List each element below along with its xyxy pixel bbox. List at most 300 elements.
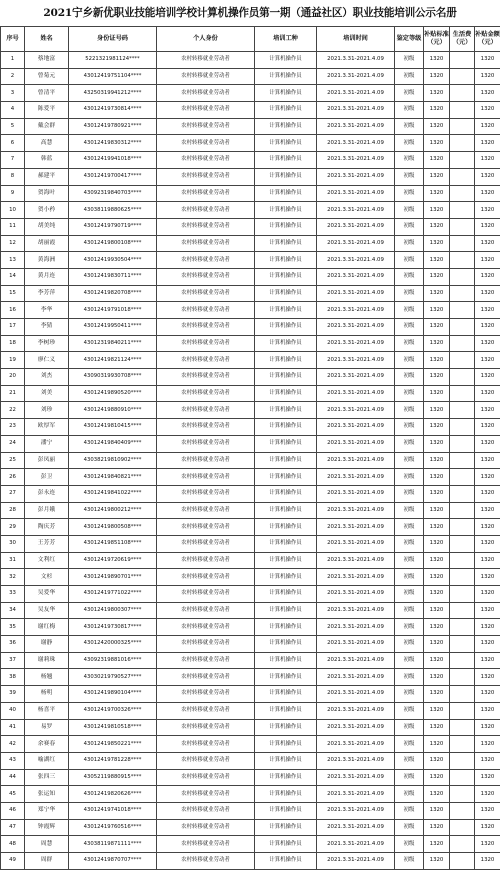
cell-name: 李华 — [25, 302, 69, 319]
cell-trade: 计算机操作员 — [255, 168, 317, 185]
cell-subsidy-standard: 1320 — [424, 202, 450, 219]
cell-trade: 计算机操作员 — [255, 602, 317, 619]
cell-living-cost — [450, 819, 475, 836]
cell-name: 郝建平 — [25, 168, 69, 185]
cell-trade: 计算机操作员 — [255, 369, 317, 386]
cell-level: 初级 — [395, 586, 424, 603]
cell-living-cost — [450, 469, 475, 486]
cell-name: 周群 — [25, 853, 69, 870]
cell-subsidy-standard: 1320 — [424, 819, 450, 836]
cell-trade: 计算机操作员 — [255, 853, 317, 870]
cell-subsidy-standard: 1320 — [424, 385, 450, 402]
cell-level: 初级 — [395, 369, 424, 386]
table-row — [1, 519, 500, 536]
cell-identity: 农村转移就业劳动者 — [157, 419, 255, 436]
cell-subsidy-amount: 1320 — [475, 535, 500, 552]
cell-id-number: 43012419820626**** — [69, 786, 157, 803]
cell-index: 43 — [1, 752, 25, 769]
table-row — [1, 218, 500, 235]
cell-name: 杨喜平 — [25, 702, 69, 719]
cell-trade: 计算机操作员 — [255, 452, 317, 469]
cell-index: 4 — [1, 102, 25, 119]
cell-training-period: 2021.3.31-2021.4.09 — [317, 135, 395, 152]
cell-training-period: 2021.3.31-2021.4.09 — [317, 185, 395, 202]
cell-living-cost — [450, 68, 475, 85]
cell-level: 初级 — [395, 502, 424, 519]
cell-training-period: 2021.3.31-2021.4.09 — [317, 85, 395, 102]
header-name: 姓名 — [25, 27, 69, 52]
cell-trade: 计算机操作员 — [255, 802, 317, 819]
cell-index: 7 — [1, 152, 25, 169]
cell-name: 王芳芳 — [25, 535, 69, 552]
cell-training-period: 2021.3.31-2021.4.09 — [317, 769, 395, 786]
cell-subsidy-standard: 1320 — [424, 619, 450, 636]
header-living-cost: 生活费（元） — [450, 27, 475, 52]
cell-subsidy-standard: 1320 — [424, 469, 450, 486]
cell-level: 初级 — [395, 552, 424, 569]
cell-index: 11 — [1, 218, 25, 235]
cell-subsidy-standard: 1320 — [424, 569, 450, 586]
cell-name: 吴友华 — [25, 602, 69, 619]
cell-subsidy-standard: 1320 — [424, 485, 450, 502]
cell-trade: 计算机操作员 — [255, 335, 317, 352]
cell-id-number: 43012419941018**** — [69, 152, 157, 169]
cell-identity: 农村转移就业劳动者 — [157, 552, 255, 569]
table-row — [1, 602, 500, 619]
cell-subsidy-amount: 1320 — [475, 636, 500, 653]
cell-subsidy-amount: 1320 — [475, 819, 500, 836]
cell-subsidy-standard: 1320 — [424, 285, 450, 302]
cell-identity: 农村转移就业劳动者 — [157, 235, 255, 252]
cell-identity: 农村转移就业劳动者 — [157, 52, 255, 69]
cell-subsidy-standard: 1320 — [424, 218, 450, 235]
cell-level: 初级 — [395, 836, 424, 853]
cell-subsidy-standard: 1320 — [424, 652, 450, 669]
cell-training-period: 2021.3.31-2021.4.09 — [317, 118, 395, 135]
cell-training-period: 2021.3.31-2021.4.09 — [317, 652, 395, 669]
cell-trade: 计算机操作员 — [255, 385, 317, 402]
cell-training-period: 2021.3.31-2021.4.09 — [317, 853, 395, 870]
cell-identity: 农村转移就业劳动者 — [157, 102, 255, 119]
cell-id-number: 43012419720619**** — [69, 552, 157, 569]
cell-id-number: 43052119880915**** — [69, 769, 157, 786]
cell-training-period: 2021.3.31-2021.4.09 — [317, 435, 395, 452]
cell-id-number: 43012419790719**** — [69, 218, 157, 235]
cell-trade: 计算机操作员 — [255, 769, 317, 786]
cell-training-period: 2021.3.31-2021.4.09 — [317, 319, 395, 336]
cell-living-cost — [450, 102, 475, 119]
cell-living-cost — [450, 769, 475, 786]
cell-id-number: 43012419800108**** — [69, 235, 157, 252]
cell-index: 48 — [1, 836, 25, 853]
cell-name: 陈爱平 — [25, 102, 69, 119]
cell-living-cost — [450, 385, 475, 402]
cell-living-cost — [450, 586, 475, 603]
cell-name: 刘美 — [25, 385, 69, 402]
cell-id-number: 43012419730814**** — [69, 102, 157, 119]
cell-identity: 农村转移就业劳动者 — [157, 752, 255, 769]
table-row — [1, 402, 500, 419]
cell-index: 15 — [1, 285, 25, 302]
table-row — [1, 302, 500, 319]
header-row — [1, 27, 500, 52]
cell-level: 初级 — [395, 135, 424, 152]
cell-level: 初级 — [395, 702, 424, 719]
cell-id-number: 43012419700326**** — [69, 702, 157, 719]
cell-training-period: 2021.3.31-2021.4.09 — [317, 102, 395, 119]
cell-living-cost — [450, 202, 475, 219]
cell-id-number: 43092319881016**** — [69, 652, 157, 669]
cell-subsidy-amount: 1320 — [475, 302, 500, 319]
header-level: 鉴定等级 — [395, 27, 424, 52]
cell-living-cost — [450, 118, 475, 135]
cell-living-cost — [450, 268, 475, 285]
cell-index: 8 — [1, 168, 25, 185]
cell-level: 初级 — [395, 85, 424, 102]
cell-name: 李猜 — [25, 319, 69, 336]
cell-living-cost — [450, 152, 475, 169]
cell-id-number: 43012419890104**** — [69, 686, 157, 703]
cell-level: 初级 — [395, 118, 424, 135]
cell-living-cost — [450, 235, 475, 252]
cell-id-number: 43012419851108**** — [69, 535, 157, 552]
cell-living-cost — [450, 836, 475, 853]
cell-living-cost — [450, 802, 475, 819]
cell-level: 初级 — [395, 385, 424, 402]
table-row — [1, 52, 500, 69]
cell-name: 刘杰 — [25, 369, 69, 386]
cell-training-period: 2021.3.31-2021.4.09 — [317, 252, 395, 269]
cell-name: 谢红梅 — [25, 619, 69, 636]
cell-subsidy-standard: 1320 — [424, 419, 450, 436]
cell-living-cost — [450, 168, 475, 185]
cell-subsidy-standard: 1320 — [424, 836, 450, 853]
cell-identity: 农村转移就业劳动者 — [157, 702, 255, 719]
header-id-number: 身份证号码 — [69, 27, 157, 52]
cell-level: 初级 — [395, 802, 424, 819]
cell-index: 31 — [1, 552, 25, 569]
cell-index: 14 — [1, 268, 25, 285]
cell-subsidy-amount: 1320 — [475, 252, 500, 269]
cell-level: 初级 — [395, 619, 424, 636]
cell-subsidy-amount: 1320 — [475, 736, 500, 753]
cell-subsidy-amount: 1320 — [475, 786, 500, 803]
cell-living-cost — [450, 752, 475, 769]
cell-identity: 农村转移就业劳动者 — [157, 335, 255, 352]
table-row — [1, 285, 500, 302]
cell-subsidy-standard: 1320 — [424, 369, 450, 386]
cell-identity: 农村转移就业劳动者 — [157, 268, 255, 285]
table-row — [1, 702, 500, 719]
cell-index: 38 — [1, 669, 25, 686]
cell-training-period: 2021.3.31-2021.4.09 — [317, 369, 395, 386]
cell-index: 44 — [1, 769, 25, 786]
cell-subsidy-standard: 1320 — [424, 252, 450, 269]
cell-subsidy-amount: 1320 — [475, 268, 500, 285]
cell-training-period: 2021.3.31-2021.4.09 — [317, 802, 395, 819]
cell-living-cost — [450, 519, 475, 536]
cell-subsidy-amount: 1320 — [475, 218, 500, 235]
cell-name: 廖仁义 — [25, 352, 69, 369]
cell-identity: 农村转移就业劳动者 — [157, 369, 255, 386]
cell-subsidy-standard: 1320 — [424, 519, 450, 536]
cell-living-cost — [450, 569, 475, 586]
cell-subsidy-amount: 1320 — [475, 102, 500, 119]
cell-subsidy-standard: 1320 — [424, 152, 450, 169]
cell-identity: 农村转移就业劳动者 — [157, 636, 255, 653]
cell-trade: 计算机操作员 — [255, 419, 317, 436]
table-row — [1, 619, 500, 636]
cell-subsidy-standard: 1320 — [424, 552, 450, 569]
cell-name: 欧厚军 — [25, 419, 69, 436]
cell-living-cost — [450, 502, 475, 519]
cell-training-period: 2021.3.31-2021.4.09 — [317, 485, 395, 502]
cell-id-number: 43012419800307**** — [69, 602, 157, 619]
cell-id-number: 43012419830312**** — [69, 135, 157, 152]
cell-name: 李树珍 — [25, 335, 69, 352]
cell-trade: 计算机操作员 — [255, 702, 317, 719]
cell-trade: 计算机操作员 — [255, 836, 317, 853]
cell-subsidy-amount: 1320 — [475, 85, 500, 102]
cell-level: 初级 — [395, 819, 424, 836]
cell-identity: 农村转移就业劳动者 — [157, 519, 255, 536]
cell-level: 初级 — [395, 152, 424, 169]
cell-subsidy-standard: 1320 — [424, 719, 450, 736]
cell-name: 钟霞辉 — [25, 819, 69, 836]
cell-subsidy-amount: 1320 — [475, 853, 500, 870]
cell-trade: 计算机操作员 — [255, 135, 317, 152]
cell-name: 余赛春 — [25, 736, 69, 753]
cell-identity: 农村转移就业劳动者 — [157, 118, 255, 135]
cell-identity: 农村转移就业劳动者 — [157, 569, 255, 586]
cell-living-cost — [450, 602, 475, 619]
cell-name: 张四三 — [25, 769, 69, 786]
cell-living-cost — [450, 435, 475, 452]
table-row — [1, 736, 500, 753]
cell-id-number: 43012419800212**** — [69, 502, 157, 519]
cell-subsidy-standard: 1320 — [424, 452, 450, 469]
cell-name: 杨翘 — [25, 669, 69, 686]
cell-living-cost — [450, 402, 475, 419]
cell-trade: 计算机操作员 — [255, 285, 317, 302]
cell-living-cost — [450, 702, 475, 719]
cell-name: 黄月连 — [25, 268, 69, 285]
cell-identity: 农村转移就业劳动者 — [157, 669, 255, 686]
cell-index: 21 — [1, 385, 25, 402]
cell-trade: 计算机操作员 — [255, 352, 317, 369]
cell-training-period: 2021.3.31-2021.4.09 — [317, 152, 395, 169]
cell-name: 吴爱华 — [25, 586, 69, 603]
cell-id-number: 43038219810902**** — [69, 452, 157, 469]
cell-identity: 农村转移就业劳动者 — [157, 786, 255, 803]
cell-id-number: 43012419840821**** — [69, 469, 157, 486]
cell-id-number: 43012319840211**** — [69, 335, 157, 352]
cell-index: 34 — [1, 602, 25, 619]
cell-level: 初级 — [395, 218, 424, 235]
cell-training-period: 2021.3.31-2021.4.09 — [317, 586, 395, 603]
cell-id-number: 43250319941212**** — [69, 85, 157, 102]
cell-id-number: 43012419870707**** — [69, 853, 157, 870]
cell-training-period: 2021.3.31-2021.4.09 — [317, 752, 395, 769]
cell-id-number: 43012419820708**** — [69, 285, 157, 302]
cell-living-cost — [450, 352, 475, 369]
cell-level: 初级 — [395, 602, 424, 619]
cell-index: 22 — [1, 402, 25, 419]
cell-identity: 农村转移就业劳动者 — [157, 485, 255, 502]
cell-index: 16 — [1, 302, 25, 319]
table-row — [1, 819, 500, 836]
cell-name: 曾清平 — [25, 85, 69, 102]
cell-level: 初级 — [395, 202, 424, 219]
cell-subsidy-standard: 1320 — [424, 435, 450, 452]
cell-subsidy-amount: 1320 — [475, 602, 500, 619]
cell-index: 19 — [1, 352, 25, 369]
cell-index: 45 — [1, 786, 25, 803]
table-row — [1, 652, 500, 669]
table-row — [1, 319, 500, 336]
cell-name: 戴会群 — [25, 118, 69, 135]
cell-subsidy-amount: 1320 — [475, 118, 500, 135]
cell-training-period: 2021.3.31-2021.4.09 — [317, 736, 395, 753]
cell-subsidy-amount: 1320 — [475, 719, 500, 736]
cell-index: 49 — [1, 853, 25, 870]
cell-level: 初级 — [395, 636, 424, 653]
cell-id-number: 43012419950411**** — [69, 319, 157, 336]
cell-subsidy-amount: 1320 — [475, 402, 500, 419]
cell-level: 初级 — [395, 769, 424, 786]
cell-index: 40 — [1, 702, 25, 719]
table-body — [1, 52, 500, 870]
cell-trade: 计算机操作员 — [255, 235, 317, 252]
cell-index: 37 — [1, 652, 25, 669]
cell-name: 曾菊元 — [25, 68, 69, 85]
cell-living-cost — [450, 452, 475, 469]
table-row — [1, 185, 500, 202]
cell-living-cost — [450, 535, 475, 552]
cell-trade: 计算机操作员 — [255, 252, 317, 269]
cell-identity: 农村转移就业劳动者 — [157, 385, 255, 402]
cell-training-period: 2021.3.31-2021.4.09 — [317, 168, 395, 185]
cell-identity: 农村转移就业劳动者 — [157, 252, 255, 269]
cell-subsidy-amount: 1320 — [475, 569, 500, 586]
cell-subsidy-standard: 1320 — [424, 686, 450, 703]
cell-trade: 计算机操作员 — [255, 52, 317, 69]
cell-subsidy-standard: 1320 — [424, 68, 450, 85]
cell-subsidy-amount: 1320 — [475, 452, 500, 469]
cell-trade: 计算机操作员 — [255, 218, 317, 235]
cell-index: 47 — [1, 819, 25, 836]
cell-id-number: 43012419890520**** — [69, 385, 157, 402]
cell-name: 谢莉珠 — [25, 652, 69, 669]
table-row — [1, 535, 500, 552]
cell-level: 初级 — [395, 485, 424, 502]
cell-name: 潘宁 — [25, 435, 69, 452]
header-index: 序号 — [1, 27, 25, 52]
cell-id-number: 43012419821124**** — [69, 352, 157, 369]
cell-training-period: 2021.3.31-2021.4.09 — [317, 352, 395, 369]
cell-living-cost — [450, 652, 475, 669]
cell-id-number: 43012419810415**** — [69, 419, 157, 436]
cell-name: 韩蓝 — [25, 152, 69, 169]
cell-name: 胡丽霞 — [25, 235, 69, 252]
cell-trade: 计算机操作员 — [255, 402, 317, 419]
cell-identity: 农村转移就业劳动者 — [157, 736, 255, 753]
cell-identity: 农村转移就业劳动者 — [157, 68, 255, 85]
cell-level: 初级 — [395, 235, 424, 252]
cell-training-period: 2021.3.31-2021.4.09 — [317, 719, 395, 736]
cell-index: 17 — [1, 319, 25, 336]
cell-subsidy-standard: 1320 — [424, 185, 450, 202]
cell-index: 39 — [1, 686, 25, 703]
table-row — [1, 202, 500, 219]
cell-training-period: 2021.3.31-2021.4.09 — [317, 619, 395, 636]
table-row — [1, 435, 500, 452]
table-row — [1, 636, 500, 653]
cell-training-period: 2021.3.31-2021.4.09 — [317, 385, 395, 402]
table-row — [1, 352, 500, 369]
cell-trade: 计算机操作员 — [255, 435, 317, 452]
cell-trade: 计算机操作员 — [255, 68, 317, 85]
header-training-period: 培训时间 — [317, 27, 395, 52]
cell-level: 初级 — [395, 252, 424, 269]
cell-index: 46 — [1, 802, 25, 819]
cell-trade: 计算机操作员 — [255, 502, 317, 519]
cell-subsidy-amount: 1320 — [475, 135, 500, 152]
cell-index: 12 — [1, 235, 25, 252]
cell-trade: 计算机操作员 — [255, 619, 317, 636]
cell-index: 5 — [1, 118, 25, 135]
cell-training-period: 2021.3.31-2021.4.09 — [317, 52, 395, 69]
header-subsidy-amount: 补贴金额（元） — [475, 27, 500, 52]
cell-identity: 农村转移就业劳动者 — [157, 652, 255, 669]
cell-index: 23 — [1, 419, 25, 436]
header-subsidy-standard: 补贴标准（元） — [424, 27, 450, 52]
cell-trade: 计算机操作员 — [255, 268, 317, 285]
table-row — [1, 752, 500, 769]
cell-living-cost — [450, 252, 475, 269]
cell-index: 9 — [1, 185, 25, 202]
cell-subsidy-amount: 1320 — [475, 485, 500, 502]
cell-living-cost — [450, 636, 475, 653]
cell-name: 贺小矜 — [25, 202, 69, 219]
cell-id-number: 43012419751104**** — [69, 68, 157, 85]
cell-training-period: 2021.3.31-2021.4.09 — [317, 569, 395, 586]
cell-subsidy-standard: 1320 — [424, 335, 450, 352]
cell-id-number: 43012419830711**** — [69, 268, 157, 285]
cell-subsidy-amount: 1320 — [475, 152, 500, 169]
cell-index: 32 — [1, 569, 25, 586]
cell-identity: 农村转移就业劳动者 — [157, 218, 255, 235]
cell-training-period: 2021.3.31-2021.4.09 — [317, 419, 395, 436]
table-row — [1, 268, 500, 285]
cell-subsidy-standard: 1320 — [424, 636, 450, 653]
cell-training-period: 2021.3.31-2021.4.09 — [317, 552, 395, 569]
table-row — [1, 385, 500, 402]
cell-subsidy-standard: 1320 — [424, 736, 450, 753]
cell-identity: 农村转移就业劳动者 — [157, 152, 255, 169]
cell-identity: 农村转移就业劳动者 — [157, 686, 255, 703]
cell-level: 初级 — [395, 185, 424, 202]
cell-index: 35 — [1, 619, 25, 636]
cell-level: 初级 — [395, 469, 424, 486]
cell-name: 陶庆芳 — [25, 519, 69, 536]
cell-subsidy-amount: 1320 — [475, 519, 500, 536]
cell-training-period: 2021.3.31-2021.4.09 — [317, 285, 395, 302]
cell-subsidy-amount: 1320 — [475, 586, 500, 603]
cell-id-number: 43012419880910**** — [69, 402, 157, 419]
cell-subsidy-amount: 1320 — [475, 335, 500, 352]
cell-living-cost — [450, 52, 475, 69]
